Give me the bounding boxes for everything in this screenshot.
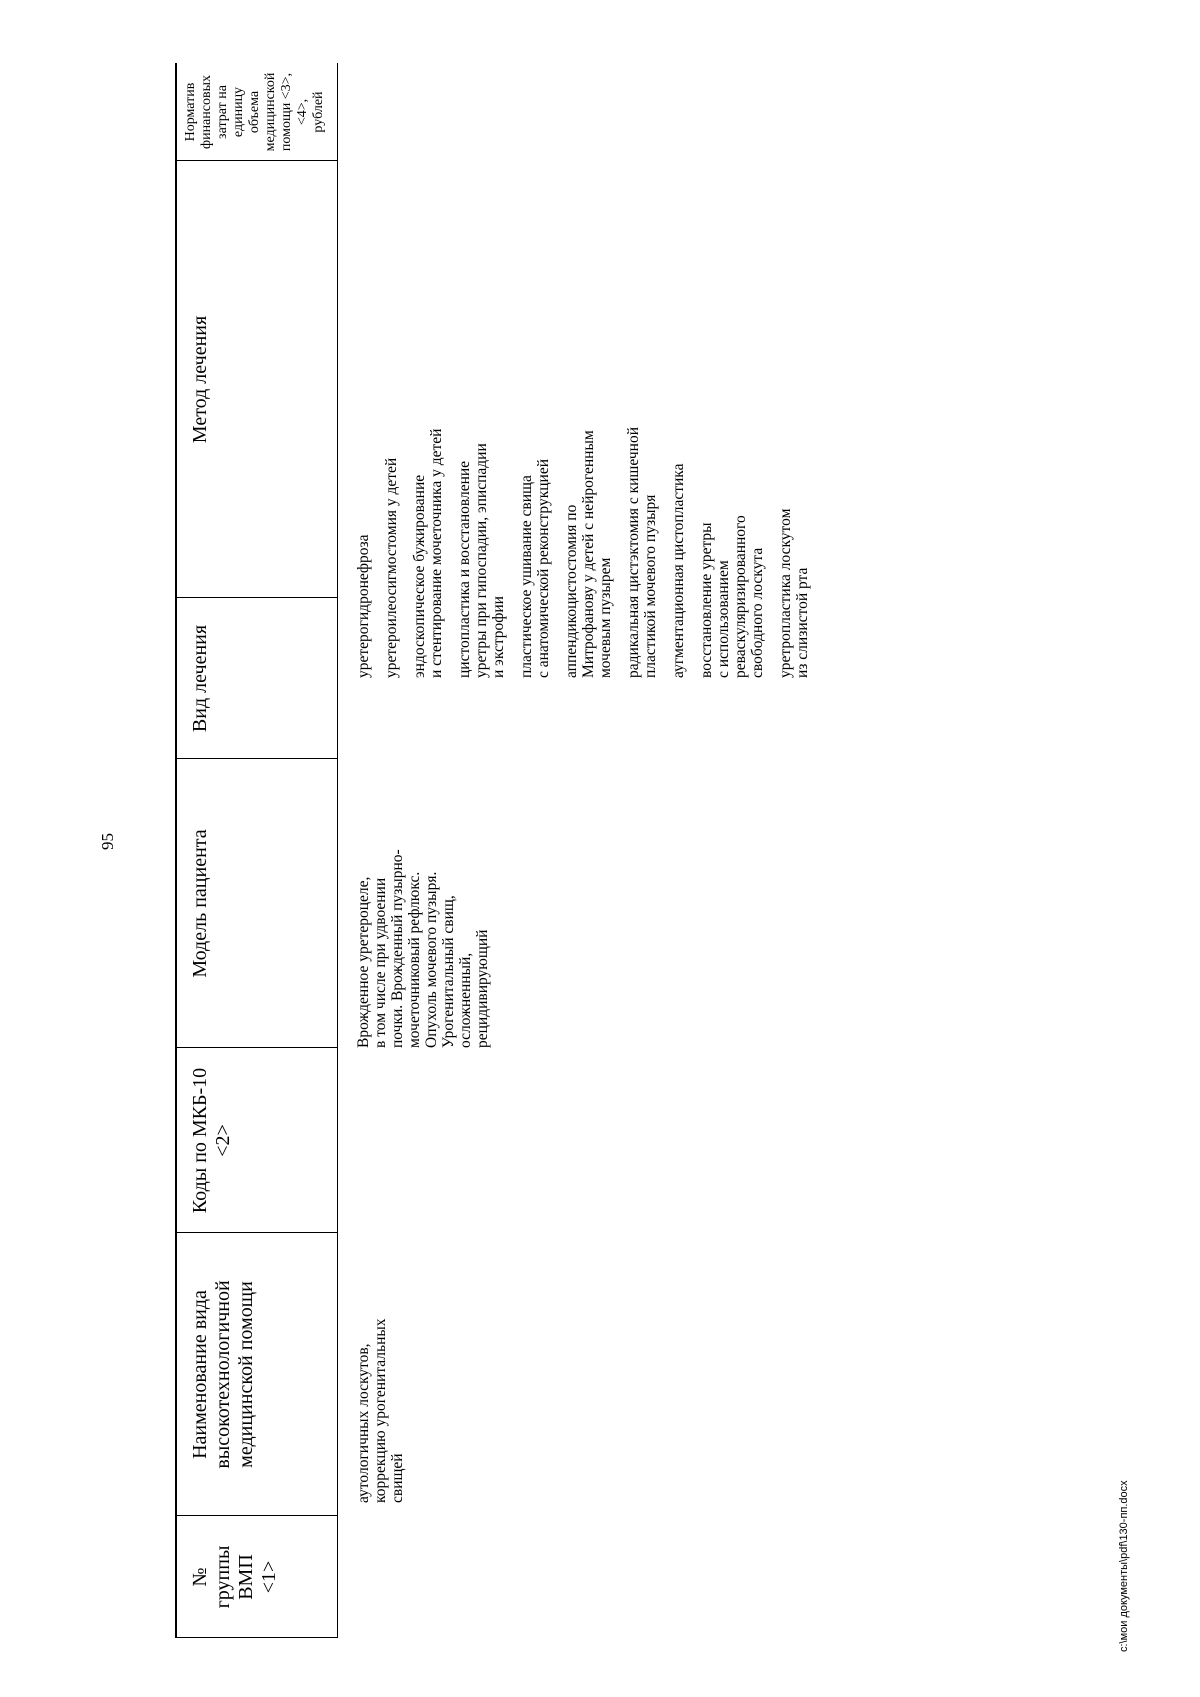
header-group-number: № группы ВМП <1> xyxy=(189,1545,280,1609)
header-care-name: Наименование вида высокотехнологичной медицинской помощи xyxy=(189,1280,257,1469)
header-treatment-method: Метод лечения xyxy=(189,315,211,444)
methods-list xyxy=(355,178,822,678)
method-item: восстановление уретры с использованием реваскуляризированного свободного лоскута xyxy=(698,515,766,678)
method-item: цистопластика и восстановление уретры при гипоспадии, эписпадии и экстрофии xyxy=(456,443,507,678)
header-treatment-type: Вид лечения xyxy=(189,624,211,733)
header-cost-norm: Норматив финансовых затрат на единицу объема медицинской помощи <3>, <4>, рублей xyxy=(183,72,326,152)
header-icd-codes: Коды по МКБ-10 <2> xyxy=(189,1067,234,1214)
method-item: пластическое ушивание свища с анатомической реконструкцией xyxy=(518,459,552,678)
footer-file-path: c:\мои документы\pdf\130-пп.docx xyxy=(1118,1480,1130,1652)
document-table xyxy=(175,63,1025,1638)
method-item: радикальная цистэктомия с кишечной пластикой мочевого пузыря xyxy=(625,427,659,678)
method-item: аппендикоцистостомия по Митрофанову у детей с нейрогенным мочевым пузырем xyxy=(563,430,614,678)
cell-patient-model: Врожденное уретероцеле, в том числе при удвоении почки. Врожденный пузырно- мочеточниковый рефлюкс. Опухоль мочевого пузыря. Урогенитальный свищ, осложненный, рецидивирующий xyxy=(355,849,491,1048)
method-item: эндоскопическое бужирование и стентирование мочеточника у детей xyxy=(411,428,445,678)
method-item: уретероилеосигмостомия у детей xyxy=(383,457,400,678)
table-header-bottom-border xyxy=(337,63,338,1638)
method-item: уретерогидронефроза xyxy=(355,534,372,678)
method-item: аугментационная цистопластика xyxy=(670,463,687,678)
header-patient-model: Модель пациента xyxy=(189,829,211,978)
page-number: 95 xyxy=(98,833,117,850)
method-item: уретропластика лоскутом из слизистой рта xyxy=(777,508,811,678)
cell-care-name: аутологичных лоскутов, коррекцию урогенитальных свищей xyxy=(355,1318,406,1503)
